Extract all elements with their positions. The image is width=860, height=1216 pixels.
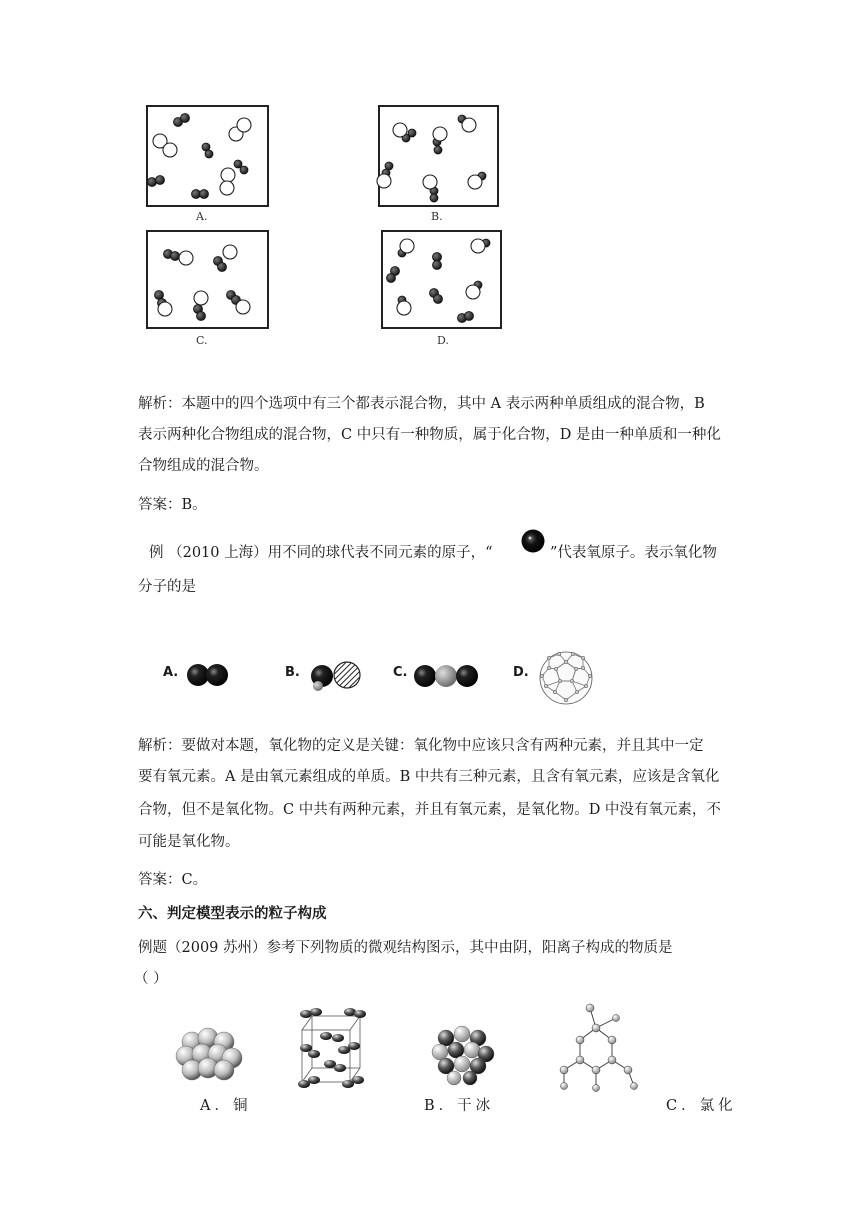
analysis-1-line-1: 解析：本题中的四个选项中有三个都表示混合物，其中 A 表示两种单质组成的混合物，B: [138, 396, 705, 412]
example-2-line-1a: 例 （2010 上海）用不同的球代表不同元素的原子，“: [149, 545, 493, 561]
crystal-structures-figure: [0, 998, 860, 1108]
analysis-1-line-2: 表示两种化合物组成的混合物，C 中只有一种物质，属于化合物，D 是由一种单质和一种化: [138, 427, 721, 443]
crystal-label-b: B．干冰: [424, 1098, 495, 1114]
molecule-options-figure: [0, 640, 860, 730]
answer-1: 答案：B。: [138, 497, 207, 513]
example-2-line-1b: ”代表氧原子。表示氧化物: [550, 545, 717, 561]
molecule-label-c: C.: [393, 665, 408, 680]
ionic-crystal-structure: [432, 1026, 494, 1085]
molecule-a-atom-1: [187, 664, 209, 686]
analysis-1-line-3: 合物组成的混合物。: [138, 458, 269, 474]
particle-molecules-figure: [0, 0, 860, 360]
copper-structure: [176, 1028, 242, 1080]
answer-2: 答案：C。: [138, 872, 208, 888]
molecule-b-atom-x: [334, 662, 360, 688]
molecule-label-a: A.: [163, 665, 179, 680]
molecule-label-d: D.: [513, 665, 529, 680]
oxygen-atom-icon: [520, 528, 546, 554]
crystal-label-a: A．铜: [200, 1098, 252, 1114]
molecule-label-b: B.: [285, 665, 300, 680]
example-2-line-2: 分子的是: [138, 579, 196, 595]
diagram-label-c: C.: [196, 334, 208, 347]
analysis-2-line-4: 可能是氧化物。: [138, 834, 240, 850]
molecule-d-fullerene: [540, 652, 592, 704]
diagram-label-d: D.: [437, 334, 449, 347]
molecule-a-atom-2: [206, 664, 228, 686]
molecule-c-atom-3: [456, 665, 478, 687]
diagram-label-b: B.: [431, 210, 443, 223]
crystal-label-c: C．氯化: [666, 1098, 737, 1114]
analysis-2-line-1: 解析：要做对本题，氧化物的定义是关键：氧化物中应该只含有两种元素，并且其中一定: [138, 738, 704, 754]
section-6-question-line-2: （ ）: [134, 971, 168, 987]
analysis-2-line-3: 合物，但不是氧化物。C 中共有两种元素，并且有氧元素，是氧化物。D 中没有氧元素，不: [138, 802, 721, 818]
section-6-heading: 六、判定模型表示的粒子构成: [138, 906, 327, 922]
dry-ice-structure: [298, 1008, 366, 1088]
molecule-c-atom-2: [435, 665, 457, 687]
network-structure: [564, 1008, 634, 1088]
molecule-c-atom-1: [414, 665, 436, 687]
analysis-2-line-2: 要有氧元素。A 是由氧元素组成的单质。B 中共有三种元素，且含有氧元素，应该是含氧化: [138, 769, 720, 785]
section-6-question-line-1: 例题（2009 苏州）参考下列物质的微观结构图示，其中由阴，阳离子构成的物质是: [138, 940, 673, 956]
diagram-label-a: A.: [196, 210, 208, 223]
molecule-b-atom-h: [313, 681, 323, 691]
